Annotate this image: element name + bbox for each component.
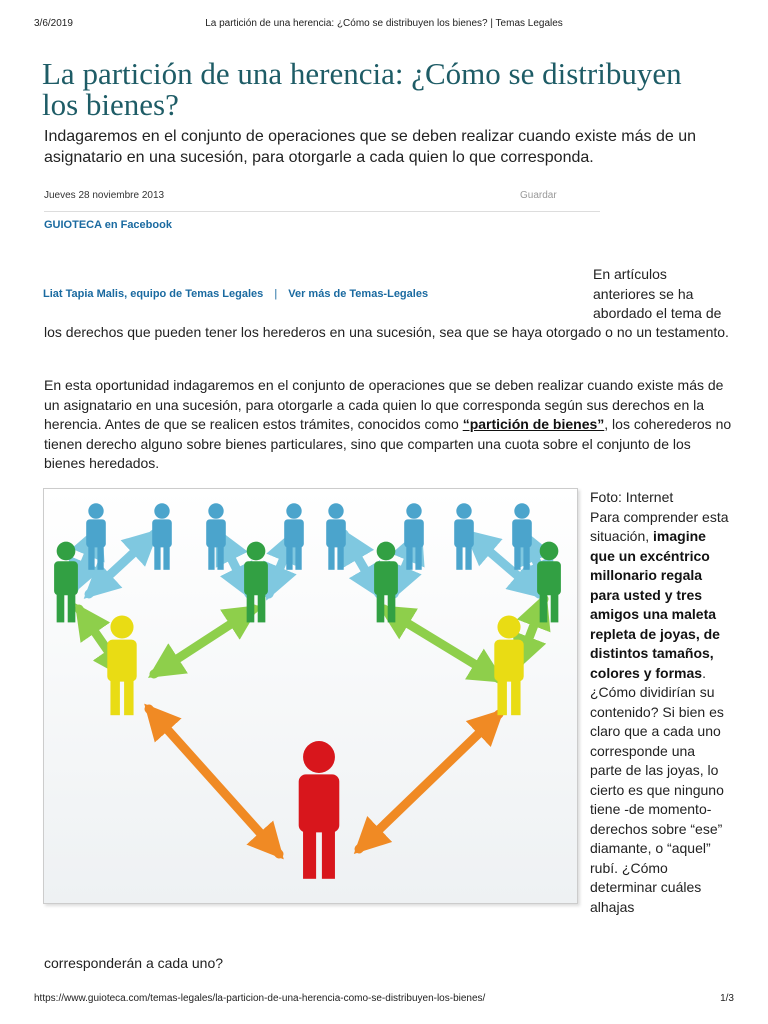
print-url: https://www.guioteca.com/temas-legales/la-particion-de-una-herencia-como-se-distribuyen-los-bienes/ bbox=[34, 993, 486, 1004]
print-page-number: 1/3 bbox=[720, 993, 734, 1004]
author-link[interactable]: Liat Tapia Malis, equipo de Temas Legales bbox=[43, 288, 264, 300]
paragraph-1: los derechos que pueden tener los herederos en una sucesión, sea que se haya otorgado o no un testamento. bbox=[44, 324, 729, 340]
hierarchy-people-image bbox=[43, 488, 578, 904]
print-date: 3/6/2019 bbox=[34, 18, 73, 29]
article-date: Jueves 28 noviembre 2013 bbox=[44, 190, 165, 201]
print-page-title: La partición de una herencia: ¿Cómo se distribuyen los bienes? | Temas Legales bbox=[205, 18, 563, 29]
intro-side-text: En artículos anteriores se ha abordado el tema de bbox=[593, 266, 722, 321]
photo-caption-column bbox=[590, 488, 730, 917]
caption-bold-text: imagine que un excéntrico millonario regala para usted y tres amigos una maleta repleta de joyas, de distintos tamaños, colores y formas bbox=[590, 528, 720, 681]
article-title: La partición de una herencia: ¿Cómo se distribuyen los bienes? bbox=[42, 56, 682, 122]
paragraph-2-text-b: , los coherederos no tienen derecho alguno sobre bienes particulares, sino que comparten una cuota sobre el conjunto de los bienes heredados. bbox=[44, 416, 732, 471]
paragraph-2 bbox=[44, 376, 734, 474]
facebook-link[interactable]: GUIOTECA en Facebook bbox=[44, 219, 172, 231]
save-button[interactable]: Guardar bbox=[520, 190, 557, 201]
byline-separator: | bbox=[274, 288, 278, 300]
more-articles-link[interactable]: Ver más de Temas-Legales bbox=[288, 288, 429, 300]
paragraph-2-text-a: En esta oportunidad indagaremos en el conjunto de operaciones que se deben realizar cuando existe más de un asignatario en una sucesión, para otorgarle a cada quien lo que corresponda según sus derechos en la herencia. Antes de que se realicen estos trámites, conocidos como bbox=[44, 377, 724, 432]
particion-de-bienes-link[interactable]: “partición de bienes” bbox=[462, 416, 605, 432]
article-subtitle: Indagaremos en el conjunto de operaciones que se deben realizar cuando existe más de un asignatario en una sucesión, para otorgarle a cada quien lo que corresponda. bbox=[44, 128, 696, 166]
caption-text-a: Para comprender esta situación, bbox=[590, 508, 729, 544]
divider bbox=[44, 211, 600, 212]
paragraph-3: corresponderán a cada uno? bbox=[44, 955, 224, 971]
photo-caption: Foto: Internet bbox=[590, 489, 674, 505]
caption-text-b: . ¿Cómo dividirían su contenido? Si bien es claro que a cada uno corresponde una parte de las joyas, lo cierto es que ninguno tiene -de momento- derechos sobre “ese” diamante, o “aquel” rubí. ¿Cómo determinar cuáles alhajas bbox=[590, 664, 724, 915]
byline bbox=[43, 288, 428, 300]
